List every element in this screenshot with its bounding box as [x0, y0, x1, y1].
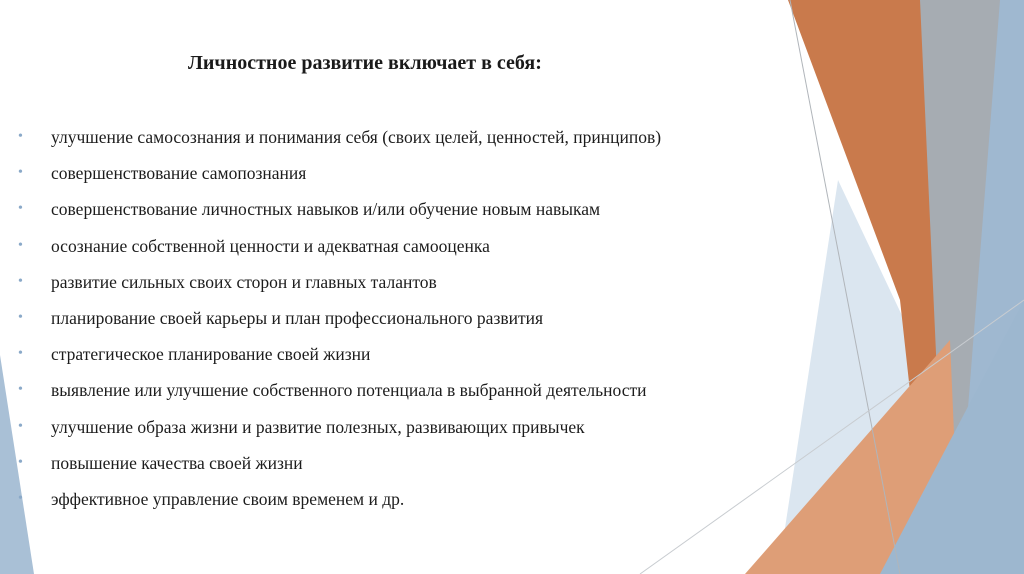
- bullet-text: стратегическое планирование своей жизни: [51, 344, 371, 365]
- bullet-text: осознание собственной ценности и адекватная самооценка: [51, 235, 490, 256]
- bullet-item: [18, 125, 661, 161]
- bullet-text: планирование своей карьеры и план профессионального развития: [51, 307, 544, 328]
- bullet-item: [18, 197, 661, 233]
- bullet-text: выявление или улучшение собственного потенциала в выбранной деятельности: [51, 380, 647, 401]
- bullet-dot-icon: •: [18, 382, 23, 398]
- bullet-dot-icon: •: [18, 165, 23, 181]
- bullet-item: [18, 234, 661, 270]
- bullet-dot-icon: •: [18, 237, 23, 253]
- bullet-text: повышение качества своей жизни: [51, 452, 303, 473]
- bullet-dot-icon: •: [18, 201, 23, 217]
- bullet-item: [18, 270, 661, 306]
- bullet-item: [18, 487, 661, 523]
- bullet-list: [18, 125, 661, 523]
- slide-title: Личностное развитие включает в себя:: [188, 52, 542, 74]
- bullet-item: [18, 378, 661, 414]
- bullet-item: [18, 342, 661, 378]
- bullet-item: [18, 306, 661, 342]
- bullet-text: совершенствование личностных навыков и/или обучение новым навыкам: [51, 199, 601, 220]
- bullet-text: совершенствование самопознания: [51, 163, 307, 184]
- bullet-text: улучшение образа жизни и развитие полезных, развивающих привычек: [51, 416, 585, 437]
- bullet-dot-icon: •: [18, 309, 23, 325]
- bullet-text: развитие сильных своих сторон и главных талантов: [51, 271, 437, 292]
- bullet-item: [18, 415, 661, 451]
- bullet-text: улучшение самосознания и понимания себя (своих целей, ценностей, принципов): [51, 127, 662, 147]
- bullet-item: [18, 161, 661, 197]
- bullet-dot-icon: •: [18, 418, 23, 434]
- bullet-dot-icon: •: [18, 454, 23, 470]
- bullet-dot-icon: •: [18, 490, 23, 506]
- bullet-dot-icon: •: [18, 129, 23, 144]
- bullet-dot-icon: •: [18, 346, 23, 362]
- bullet-text: эффективное управление своим временем и др.: [51, 488, 405, 509]
- bullet-dot-icon: •: [18, 273, 23, 289]
- bullet-item: [18, 451, 661, 487]
